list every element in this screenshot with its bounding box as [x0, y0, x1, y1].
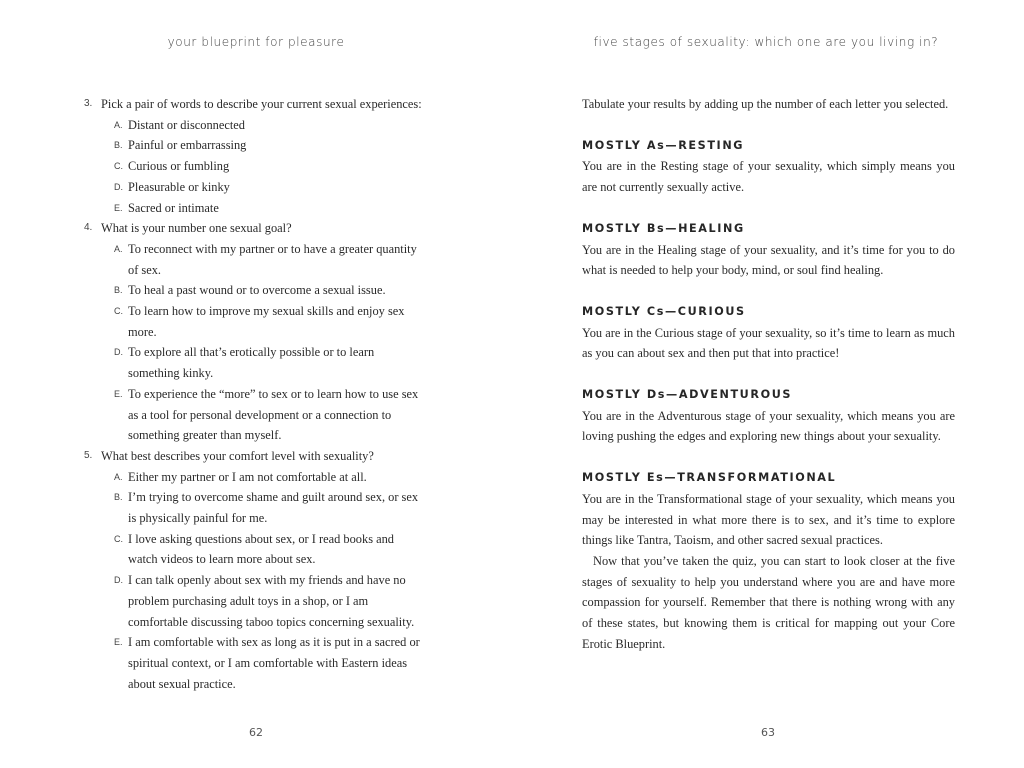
option-5a	[0, 467, 423, 488]
running-head-left: your blueprint for pleasure	[167, 35, 345, 49]
option-letter: C.	[114, 161, 123, 172]
result-resting	[582, 136, 955, 198]
option-letter: D.	[114, 575, 123, 586]
quiz-results	[582, 94, 955, 654]
result-curious	[582, 302, 955, 364]
option-letter: D.	[114, 347, 123, 358]
question-3	[0, 94, 436, 115]
question-5	[0, 446, 436, 467]
result-transformational	[582, 468, 955, 551]
result-heading: MOSTLY Bs—HEALING	[582, 221, 745, 235]
result-adventurous	[582, 385, 955, 447]
option-text: Distant or disconnected	[128, 117, 245, 132]
option-letter: A.	[114, 119, 123, 130]
option-letter: B.	[114, 285, 123, 296]
option-3b	[0, 135, 423, 156]
option-4a	[0, 239, 423, 280]
option-letter: B.	[114, 140, 123, 151]
quiz-questions	[0, 94, 512, 694]
option-4c	[0, 301, 423, 342]
option-text: I am comfortable with sex as long as it is put in a sacred or spiritual context, or I am comfortable with Eastern ideas about sexual practice.	[128, 635, 420, 691]
option-text: I love asking questions about sex, or I read books and watch videos to learn more about sex.	[128, 531, 394, 567]
result-heading: MOSTLY Ds—ADVENTUROUS	[582, 388, 793, 402]
result-heading: MOSTLY As—RESTING	[582, 138, 745, 152]
option-5c	[0, 529, 423, 570]
option-5e	[0, 632, 423, 694]
option-5b	[0, 487, 423, 528]
option-letter: E.	[114, 202, 123, 213]
option-letter: E.	[114, 637, 123, 648]
option-text: To heal a past wound or to overcome a sexual issue.	[128, 283, 386, 298]
question-text: Pick a pair of words to describe your current sexual experiences:	[101, 97, 422, 111]
running-head-right: five stages of sexuality: which one are you living in?	[593, 35, 939, 49]
closing-paragraph: Now that you’ve taken the quiz, you can start to look closer at the five stages of sexuality to help you understand where you are and have more compassion for yourself. Remember that there is nothing wrong with any of these states, but knowing them is critical for mapping out your Core Erotic Blueprint.	[582, 553, 955, 651]
option-5d	[0, 570, 423, 632]
option-4e	[0, 384, 423, 446]
right-page	[512, 0, 1024, 768]
option-text: Curious or fumbling	[128, 159, 230, 174]
option-text: I’m trying to overcome shame and guilt around sex, or sex is physically painful for me.	[128, 490, 419, 526]
result-text: You are in the Curious stage of your sexuality, so it’s time to learn as much as you can about sex and then put that into practice!	[582, 325, 955, 361]
option-3e	[0, 198, 423, 219]
question-number: 4.	[84, 222, 93, 234]
option-text: Painful or embarrassing	[128, 138, 247, 153]
option-4d	[0, 342, 423, 383]
question-4	[0, 218, 436, 239]
option-3d	[0, 177, 423, 198]
option-4b	[0, 280, 423, 301]
option-text: To experience the “more” to sex or to learn how to use sex as a tool for personal development or a connection to something greater than myself.	[128, 386, 419, 443]
question-text: What best describes your comfort level with sexuality?	[101, 448, 374, 463]
result-text: You are in the Resting stage of your sexuality, which simply means you are not currently sexually active.	[582, 159, 955, 195]
option-letter: A.	[114, 243, 123, 254]
page-number-left: 62	[249, 726, 263, 739]
result-healing	[582, 219, 955, 281]
question-text: What is your number one sexual goal?	[101, 221, 292, 236]
option-text: Sacred or intimate	[128, 200, 219, 215]
option-letter: B.	[114, 492, 123, 503]
question-number: 5.	[84, 449, 93, 461]
option-letter: E.	[114, 388, 123, 399]
result-text: You are in the Transformational stage of your sexuality, which means you may be interested in what more there is to sex, and it’s time to explore things like Tantra, Taoism, and other sacred sexual practices.	[582, 491, 955, 548]
option-text: To learn how to improve my sexual skills and enjoy sex more.	[128, 304, 405, 339]
result-heading: MOSTLY Es—TRANSFORMATIONAL	[582, 471, 837, 485]
option-text: Pleasurable or kinky	[128, 179, 230, 194]
option-text: I can talk openly about sex with my friends and have no problem purchasing adult toys in a shop, or I am comfortable discussing taboo topics concerning sexuality.	[128, 573, 415, 629]
option-text: Either my partner or I am not comfortable at all.	[128, 469, 367, 484]
question-number: 3.	[84, 98, 93, 109]
result-heading: MOSTLY Cs—CURIOUS	[582, 304, 746, 318]
option-letter: C.	[114, 306, 123, 317]
result-text: You are in the Adventurous stage of your sexuality, which means you are loving pushing the edges and exploring new things about your sexuality.	[582, 408, 955, 444]
option-3c	[0, 156, 423, 177]
option-text: To explore all that’s erotically possible or to learn something kinky.	[128, 345, 375, 381]
option-text: To reconnect with my partner or to have a greater quantity of sex.	[128, 241, 417, 277]
result-text: You are in the Healing stage of your sexuality, and it’s time for you to do what is needed to help your body, mind, or soul find healing.	[582, 242, 955, 278]
option-3a	[0, 115, 423, 136]
intro-paragraph: Tabulate your results by adding up the number of each letter you selected.	[582, 97, 949, 111]
option-letter: C.	[114, 533, 123, 544]
option-letter: A.	[114, 471, 123, 482]
page-number-right: 63	[761, 726, 775, 739]
option-letter: D.	[114, 181, 123, 192]
